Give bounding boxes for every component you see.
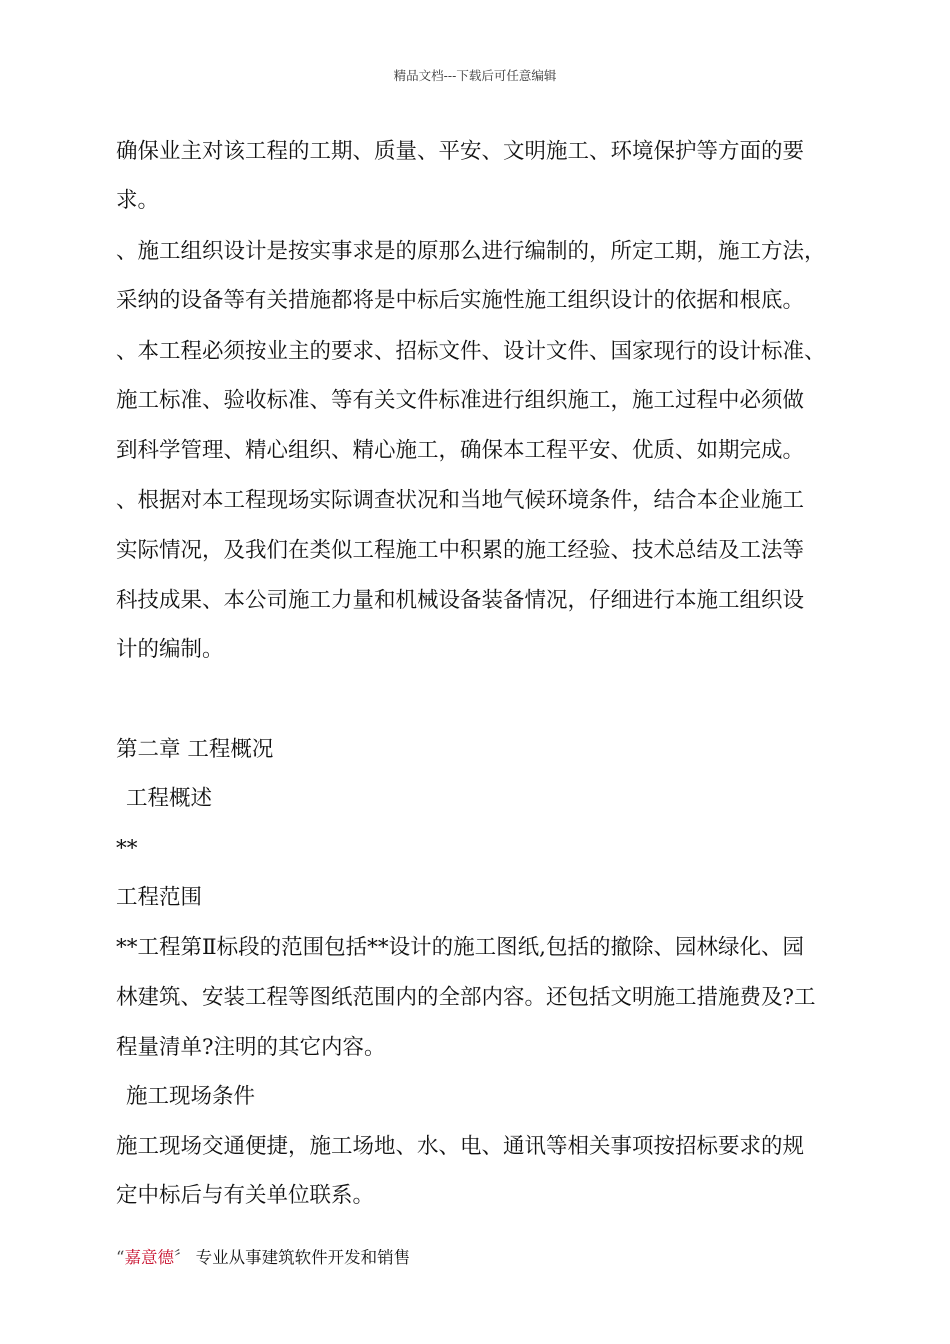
section-heading: 工程范围 [116,885,203,910]
paragraph-line: 求。 [116,188,160,213]
paragraph-line: ** [116,836,138,861]
paragraph-line: 科技成果、本公司施工力量和机械设备装备情况，仔细进行本施工组织设 [116,588,805,613]
paragraph-line: 、根据对本工程现场实际调查状况和当地气候环境条件，结合本企业施工 [116,488,805,513]
paragraph-line: 、本工程必须按业主的要求、招标文件、设计文件、国家现行的设计标准、 [116,339,826,364]
paragraph-line: 采纳的设备等有关措施都将是中标后实施性施工组织设计的依据和根底。 [116,288,805,313]
paragraph-line: 程量清单?注明的其它内容。 [116,1035,386,1060]
footer-text: 专业从事建筑软件开发和销售 [190,1248,411,1267]
paragraph-line: 、施工组织设计是按实事求是的原那么进行编制的，所定工期，施工方法， [116,239,826,264]
footer-close-quote: 〞 [173,1248,191,1267]
footer-brand: 嘉意德 [124,1248,174,1267]
chapter-heading: 第二章 工程概况 [116,737,274,762]
paragraph-line: 确保业主对该工程的工期、质量、平安、文明施工、环境保护等方面的要 [116,139,805,164]
paragraph-line: **工程第Ⅱ标段的范围包括**设计的施工图纸,包括的撤除、园林绿化、园 [116,935,804,960]
paragraph-line: 定中标后与有关单位联系。 [116,1183,375,1208]
paragraph-line: 林建筑、安装工程等图纸范围内的全部内容。还包括文明施工措施费及?工 [116,985,816,1010]
footer-open-quote: “ [116,1248,125,1267]
paragraph-line: 计的编制。 [116,637,224,662]
paragraph-line: 到科学管理、精心组织、精心施工，确保本工程平安、优质、如期完成。 [116,438,805,463]
page-header: 精品文档---下载后可任意编辑 [393,68,557,83]
section-heading: 工程概述 [126,786,213,811]
paragraph-line: 实际情况，及我们在类似工程施工中积累的施工经验、技术总结及工法等 [116,538,805,563]
paragraph-line: 施工标准、验收标准、等有关文件标准进行组织施工，施工过程中必须做 [116,388,805,413]
section-heading: 施工现场条件 [126,1084,256,1109]
page-footer [116,1244,410,1268]
paragraph-line: 施工现场交通便捷，施工场地、水、电、通讯等相关事项按招标要求的规 [116,1134,805,1159]
